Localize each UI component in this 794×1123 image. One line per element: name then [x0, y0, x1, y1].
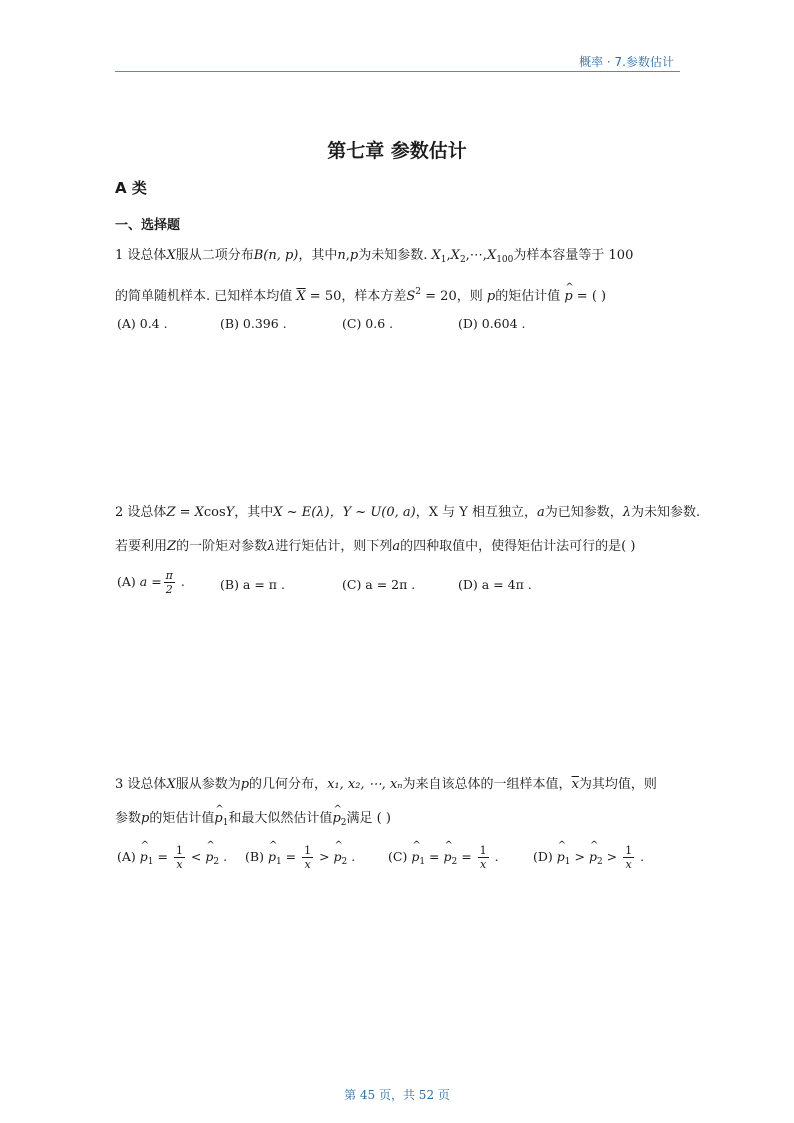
chapter-title: 第七章 参数估计	[327, 140, 467, 162]
q3-option-c[interactable]: (C) ^ $p_1$ = ^ $p_2$ = $\frac{1}{x}$ .	[388, 844, 499, 871]
fraction: $\frac{1}{x}$	[479, 844, 487, 871]
subsection-heading: 一、选择题	[115, 218, 181, 233]
q3-option-d[interactable]: (D) ^ $p_1$ > ^ $p_2$ > $\frac{1}{x}$ .	[533, 844, 644, 871]
q2-option-b[interactable]: (B) a = π .	[220, 577, 285, 592]
header-rule	[115, 71, 680, 72]
fraction: $\frac{1}{x}$	[625, 844, 633, 871]
fraction: $\frac{\pi}{2}$	[165, 569, 173, 596]
q3-option-a[interactable]: (A) ^ $p_1$ = $\frac{1}{x}$ < ^ $p_2$ .	[117, 844, 227, 871]
fraction: $\frac{1}{x}$	[304, 844, 312, 871]
q1-option-c[interactable]: (C) 0.6 .	[342, 316, 394, 331]
q3-number: 3	[115, 777, 124, 792]
q2-option-a[interactable]: (A) a = $\frac{\pi}{2}$ .	[117, 569, 185, 596]
running-header: 概率 · 7.参数估计	[579, 55, 674, 69]
q1-option-a[interactable]: (A) 0.4 .	[117, 316, 168, 331]
q1-line-2: 的简单随机样本. 已知样本均值 $\overline{X} = 50$，样本方差$S^2 = 20$，则 p的矩估计值 ^ p = ( )	[115, 283, 606, 306]
q3-line-2: 参数p的矩估计值^ $p_1$和最大似然估计值^ $p_2$满足 ( )	[115, 810, 391, 832]
q2-number: 2	[115, 505, 124, 520]
fraction: $\frac{1}{x}$	[175, 844, 183, 871]
q2-option-d[interactable]: (D) a = 4π .	[458, 577, 532, 592]
q2-option-c[interactable]: (C) a = 2π .	[342, 577, 416, 592]
q3-line-1: 3 设总体X服从参数为p的几何分布，x₁, x₂, ⋯, xₙ为来自该总体的一组样本值，$\overline{x}$为其均值，则	[115, 777, 657, 792]
q1-option-b[interactable]: (B) 0.396 .	[220, 316, 287, 331]
q1-option-d[interactable]: (D) 0.604 .	[458, 316, 526, 331]
q2-line-1: 2 设总体Z = XcosY，其中X ~ E(λ)，Y ~ U(0, a)，X 与 Y 相互独立，a为已知参数，λ为未知参数.	[115, 505, 701, 520]
section-heading: A 类	[115, 179, 147, 197]
q3-option-b[interactable]: (B) ^ $p_1$ = $\frac{1}{x}$ > ^ $p_2$ .	[245, 844, 355, 871]
q1-number: 1	[115, 248, 124, 263]
page-footer: 第 45 页，共 52 页	[344, 1088, 450, 1102]
q2-line-2: 若要利用Z的一阶矩对参数λ进行矩估计，则下列a的四种取值中，使得矩估计法可行的是( )	[115, 539, 636, 554]
q1-line-1: 1 设总体X服从二项分布B(n, p)，其中n,p为未知参数. $X_1,X_2,\cdots,X_{100}$为样本容量等于 100	[115, 248, 634, 265]
